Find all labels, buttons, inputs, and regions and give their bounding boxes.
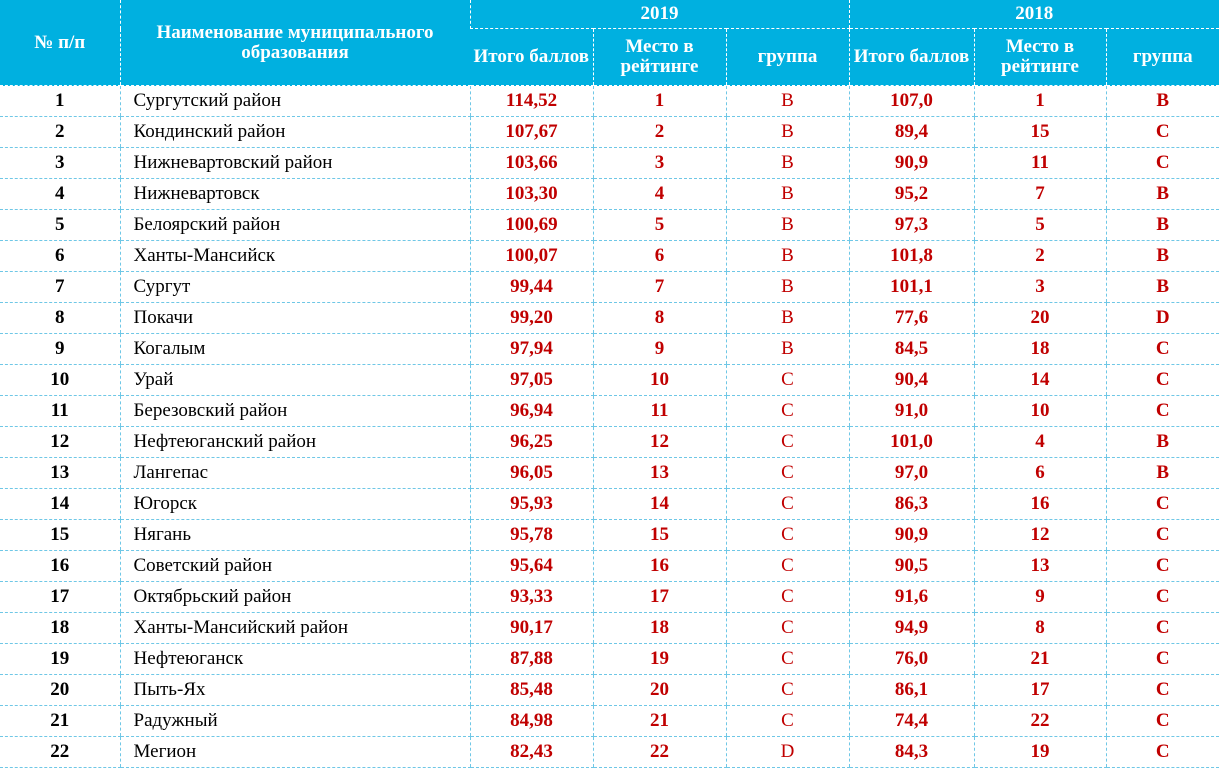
score-2018: 91,6 xyxy=(849,582,974,613)
municipality-name: Нефтеюганск xyxy=(120,644,470,675)
score-2018: 90,4 xyxy=(849,365,974,396)
place-2018: 9 xyxy=(974,582,1106,613)
score-2019: 99,20 xyxy=(470,303,593,334)
score-2019: 95,64 xyxy=(470,551,593,582)
group-2018: B xyxy=(1106,210,1219,241)
table-row xyxy=(0,706,1219,737)
place-2018: 6 xyxy=(974,458,1106,489)
place-2019: 12 xyxy=(593,427,726,458)
score-2018: 84,5 xyxy=(849,334,974,365)
score-2018: 95,2 xyxy=(849,179,974,210)
group-2018: B xyxy=(1106,272,1219,303)
header-place-2019: Место в рейтинге xyxy=(593,29,726,86)
municipality-name: Ханты-Мансийск xyxy=(120,241,470,272)
municipality-name: Мегион xyxy=(120,737,470,768)
municipality-name: Лангепас xyxy=(120,458,470,489)
row-number: 5 xyxy=(0,210,120,241)
score-2018: 84,3 xyxy=(849,737,974,768)
table-row xyxy=(0,520,1219,551)
group-2018: C xyxy=(1106,706,1219,737)
place-2019: 10 xyxy=(593,365,726,396)
place-2019: 1 xyxy=(593,86,726,117)
place-2018: 15 xyxy=(974,117,1106,148)
group-2018: B xyxy=(1106,241,1219,272)
place-2019: 20 xyxy=(593,675,726,706)
table-header xyxy=(0,0,1219,86)
place-2018: 5 xyxy=(974,210,1106,241)
score-2019: 97,05 xyxy=(470,365,593,396)
group-2019: B xyxy=(726,179,849,210)
score-2019: 114,52 xyxy=(470,86,593,117)
group-2018: C xyxy=(1106,396,1219,427)
score-2019: 107,67 xyxy=(470,117,593,148)
place-2019: 18 xyxy=(593,613,726,644)
municipality-name: Радужный xyxy=(120,706,470,737)
table-body xyxy=(0,86,1219,768)
place-2018: 21 xyxy=(974,644,1106,675)
group-2018: C xyxy=(1106,117,1219,148)
place-2018: 4 xyxy=(974,427,1106,458)
municipality-name: Нефтеюганский район xyxy=(120,427,470,458)
table-row xyxy=(0,427,1219,458)
place-2019: 15 xyxy=(593,520,726,551)
score-2019: 100,07 xyxy=(470,241,593,272)
score-2019: 103,30 xyxy=(470,179,593,210)
row-number: 8 xyxy=(0,303,120,334)
place-2019: 8 xyxy=(593,303,726,334)
place-2018: 22 xyxy=(974,706,1106,737)
header-total-2019: Итого баллов xyxy=(470,29,593,86)
score-2018: 90,5 xyxy=(849,551,974,582)
place-2018: 18 xyxy=(974,334,1106,365)
table-row xyxy=(0,241,1219,272)
score-2018: 101,8 xyxy=(849,241,974,272)
score-2018: 91,0 xyxy=(849,396,974,427)
table-row xyxy=(0,86,1219,117)
municipality-name: Нягань xyxy=(120,520,470,551)
place-2018: 11 xyxy=(974,148,1106,179)
municipality-name: Урай xyxy=(120,365,470,396)
score-2018: 101,0 xyxy=(849,427,974,458)
score-2019: 96,05 xyxy=(470,458,593,489)
score-2019: 90,17 xyxy=(470,613,593,644)
municipality-name: Югорск xyxy=(120,489,470,520)
group-2019: C xyxy=(726,551,849,582)
score-2018: 74,4 xyxy=(849,706,974,737)
row-number: 6 xyxy=(0,241,120,272)
place-2019: 3 xyxy=(593,148,726,179)
group-2018: B xyxy=(1106,427,1219,458)
score-2018: 89,4 xyxy=(849,117,974,148)
group-2019: C xyxy=(726,520,849,551)
score-2019: 82,43 xyxy=(470,737,593,768)
place-2019: 9 xyxy=(593,334,726,365)
group-2018: B xyxy=(1106,179,1219,210)
table-row xyxy=(0,458,1219,489)
table-row xyxy=(0,148,1219,179)
header-group-2018: группа xyxy=(1106,29,1219,86)
place-2019: 22 xyxy=(593,737,726,768)
table-row xyxy=(0,117,1219,148)
group-2018: C xyxy=(1106,675,1219,706)
place-2018: 12 xyxy=(974,520,1106,551)
table-row xyxy=(0,613,1219,644)
table-row xyxy=(0,179,1219,210)
group-2019: C xyxy=(726,458,849,489)
score-2018: 90,9 xyxy=(849,520,974,551)
group-2019: C xyxy=(726,489,849,520)
group-2018: C xyxy=(1106,365,1219,396)
place-2019: 5 xyxy=(593,210,726,241)
group-2019: C xyxy=(726,365,849,396)
row-number: 19 xyxy=(0,644,120,675)
group-2018: B xyxy=(1106,86,1219,117)
municipality-name: Пыть-Ях xyxy=(120,675,470,706)
municipality-name: Березовский район xyxy=(120,396,470,427)
row-number: 3 xyxy=(0,148,120,179)
place-2018: 10 xyxy=(974,396,1106,427)
group-2019: B xyxy=(726,86,849,117)
header-year-2018: 2018 xyxy=(849,0,1219,29)
municipality-name: Когалым xyxy=(120,334,470,365)
score-2019: 85,48 xyxy=(470,675,593,706)
table-row xyxy=(0,551,1219,582)
score-2019: 99,44 xyxy=(470,272,593,303)
place-2019: 21 xyxy=(593,706,726,737)
group-2019: C xyxy=(726,613,849,644)
group-2018: C xyxy=(1106,489,1219,520)
score-2019: 87,88 xyxy=(470,644,593,675)
place-2018: 20 xyxy=(974,303,1106,334)
municipality-name: Октябрьский район xyxy=(120,582,470,613)
row-number: 9 xyxy=(0,334,120,365)
score-2018: 107,0 xyxy=(849,86,974,117)
score-2019: 95,93 xyxy=(470,489,593,520)
place-2018: 7 xyxy=(974,179,1106,210)
place-2019: 14 xyxy=(593,489,726,520)
score-2018: 97,0 xyxy=(849,458,974,489)
table-row xyxy=(0,365,1219,396)
score-2019: 93,33 xyxy=(470,582,593,613)
row-number: 4 xyxy=(0,179,120,210)
score-2018: 101,1 xyxy=(849,272,974,303)
place-2019: 19 xyxy=(593,644,726,675)
score-2019: 96,94 xyxy=(470,396,593,427)
row-number: 18 xyxy=(0,613,120,644)
score-2019: 84,98 xyxy=(470,706,593,737)
table-row xyxy=(0,489,1219,520)
group-2018: D xyxy=(1106,303,1219,334)
score-2019: 100,69 xyxy=(470,210,593,241)
group-2019: C xyxy=(726,706,849,737)
municipality-name: Нижневартовский район xyxy=(120,148,470,179)
header-num: № п/п xyxy=(0,0,120,86)
score-2018: 97,3 xyxy=(849,210,974,241)
row-number: 2 xyxy=(0,117,120,148)
row-number: 22 xyxy=(0,737,120,768)
table-row xyxy=(0,334,1219,365)
row-number: 10 xyxy=(0,365,120,396)
group-2019: C xyxy=(726,675,849,706)
place-2018: 3 xyxy=(974,272,1106,303)
place-2018: 1 xyxy=(974,86,1106,117)
row-number: 1 xyxy=(0,86,120,117)
group-2019: D xyxy=(726,737,849,768)
score-2018: 77,6 xyxy=(849,303,974,334)
score-2019: 96,25 xyxy=(470,427,593,458)
group-2019: B xyxy=(726,241,849,272)
municipality-name: Сургут xyxy=(120,272,470,303)
score-2018: 90,9 xyxy=(849,148,974,179)
row-number: 7 xyxy=(0,272,120,303)
row-number: 20 xyxy=(0,675,120,706)
table-row xyxy=(0,675,1219,706)
group-2018: C xyxy=(1106,644,1219,675)
group-2019: B xyxy=(726,148,849,179)
place-2018: 8 xyxy=(974,613,1106,644)
row-number: 11 xyxy=(0,396,120,427)
group-2018: C xyxy=(1106,737,1219,768)
score-2018: 76,0 xyxy=(849,644,974,675)
group-2018: B xyxy=(1106,458,1219,489)
place-2019: 11 xyxy=(593,396,726,427)
header-year-2019: 2019 xyxy=(470,0,849,29)
row-number: 12 xyxy=(0,427,120,458)
group-2019: B xyxy=(726,334,849,365)
header-place-2018: Место в рейтинге xyxy=(974,29,1106,86)
group-2018: C xyxy=(1106,613,1219,644)
score-2019: 95,78 xyxy=(470,520,593,551)
table-row xyxy=(0,644,1219,675)
municipality-name: Нижневартовск xyxy=(120,179,470,210)
place-2018: 14 xyxy=(974,365,1106,396)
place-2019: 13 xyxy=(593,458,726,489)
place-2018: 13 xyxy=(974,551,1106,582)
place-2018: 16 xyxy=(974,489,1106,520)
table-row xyxy=(0,210,1219,241)
place-2019: 16 xyxy=(593,551,726,582)
group-2018: C xyxy=(1106,551,1219,582)
place-2018: 19 xyxy=(974,737,1106,768)
group-2018: C xyxy=(1106,334,1219,365)
score-2019: 97,94 xyxy=(470,334,593,365)
table-row xyxy=(0,396,1219,427)
municipality-name: Белоярский район xyxy=(120,210,470,241)
municipality-name: Ханты-Мансийский район xyxy=(120,613,470,644)
group-2019: C xyxy=(726,396,849,427)
header-total-2018: Итого баллов xyxy=(849,29,974,86)
group-2018: C xyxy=(1106,582,1219,613)
group-2019: B xyxy=(726,303,849,334)
place-2018: 2 xyxy=(974,241,1106,272)
row-number: 21 xyxy=(0,706,120,737)
place-2019: 2 xyxy=(593,117,726,148)
row-number: 13 xyxy=(0,458,120,489)
row-number: 16 xyxy=(0,551,120,582)
table-row xyxy=(0,582,1219,613)
place-2019: 6 xyxy=(593,241,726,272)
table-row xyxy=(0,303,1219,334)
group-2019: C xyxy=(726,582,849,613)
score-2018: 94,9 xyxy=(849,613,974,644)
group-2019: B xyxy=(726,117,849,148)
header-name: Наименование муниципального образования xyxy=(120,0,470,86)
score-2019: 103,66 xyxy=(470,148,593,179)
header-group-2019: группа xyxy=(726,29,849,86)
place-2019: 17 xyxy=(593,582,726,613)
place-2019: 4 xyxy=(593,179,726,210)
municipality-name: Кондинский район xyxy=(120,117,470,148)
row-number: 14 xyxy=(0,489,120,520)
group-2019: C xyxy=(726,427,849,458)
table-row xyxy=(0,272,1219,303)
score-2018: 86,1 xyxy=(849,675,974,706)
group-2019: B xyxy=(726,210,849,241)
place-2019: 7 xyxy=(593,272,726,303)
municipality-name: Покачи xyxy=(120,303,470,334)
score-2018: 86,3 xyxy=(849,489,974,520)
row-number: 17 xyxy=(0,582,120,613)
place-2018: 17 xyxy=(974,675,1106,706)
municipality-name: Советский район xyxy=(120,551,470,582)
table-row xyxy=(0,737,1219,768)
group-2018: C xyxy=(1106,148,1219,179)
row-number: 15 xyxy=(0,520,120,551)
group-2019: B xyxy=(726,272,849,303)
group-2019: C xyxy=(726,644,849,675)
group-2018: C xyxy=(1106,520,1219,551)
municipality-name: Сургутский район xyxy=(120,86,470,117)
